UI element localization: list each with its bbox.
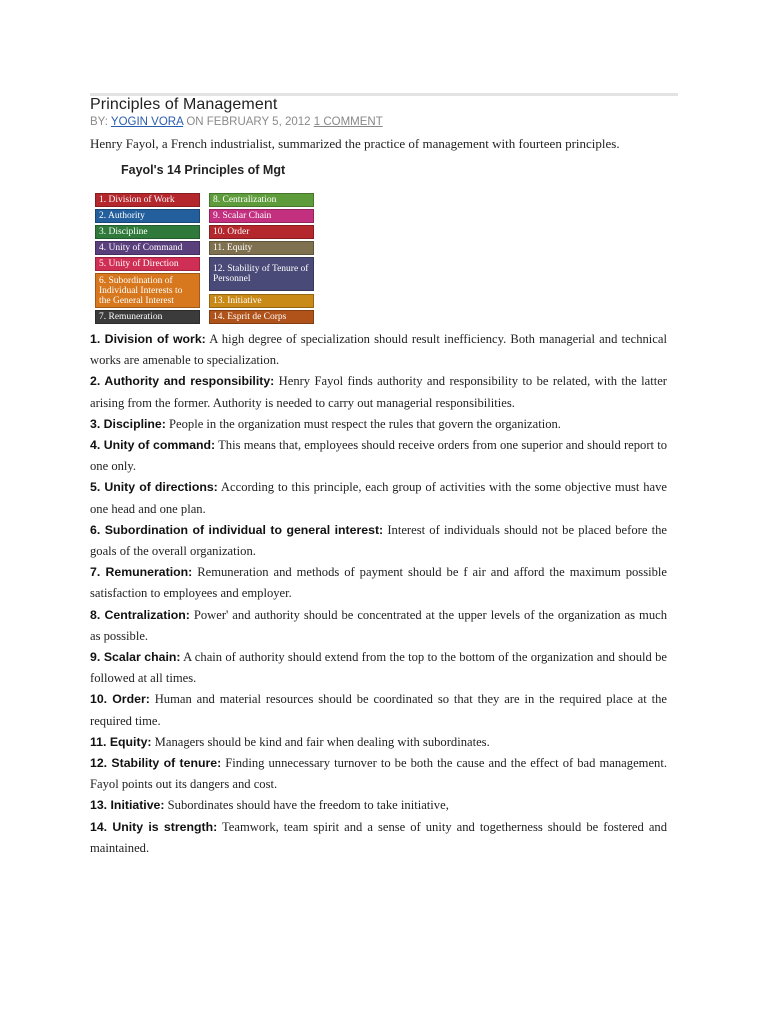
- principle-text: According to this principle, each group of activities with the some objective must have one head and one plan.: [90, 480, 667, 516]
- principle-item-3: [90, 414, 667, 435]
- infographic-box-8: 8. Centralization: [209, 193, 314, 207]
- principle-text: Henry Fayol finds authority and responsibility to be related, with the latter arising from the former. Authority is needed to carry out managerial responsibilities.: [90, 374, 667, 410]
- principle-text: Remuneration and methods of payment should be f air and afford the maximum possible satisfaction to employees and employer.: [90, 565, 667, 601]
- comments-link[interactable]: 1 COMMENT: [313, 116, 383, 128]
- infographic-box-3: 3. Discipline: [95, 225, 200, 239]
- principle-item-9: [90, 647, 667, 689]
- principle-text: Subordinates should have the freedom to take initiative,: [164, 798, 449, 813]
- principle-item-2: [90, 371, 667, 413]
- principle-item-14: [90, 817, 667, 859]
- infographic-title: Fayol's 14 Principles of Mgt: [121, 163, 286, 177]
- principle-text: Interest of individuals should not be placed before the goals of the overall organization.: [90, 522, 667, 559]
- principle-text: Managers should be kind and fair when dealing with subordinates.: [151, 734, 490, 749]
- principle-term: 5. Unity of directions:: [90, 480, 218, 495]
- intro-paragraph: Henry Fayol, a French industrialist, summarized the practice of management with fourteen principles.: [90, 136, 620, 151]
- principle-term: 8. Centralization:: [90, 607, 190, 622]
- principle-term: 14. Unity is strength:: [90, 819, 218, 834]
- principle-term: 9. Scalar chain:: [90, 650, 181, 665]
- infographic-box-2: 2. Authority: [95, 209, 200, 223]
- infographic-box-13: 13. Initiative: [209, 294, 314, 308]
- principle-text: Teamwork, team spirit and a sense of unity and togetherness should be fostered and maintained.: [90, 819, 667, 855]
- infographic-box-12: 12. Stability of Tenure of Personnel: [209, 257, 314, 291]
- principle-item-12: [90, 753, 667, 795]
- byline: [90, 116, 383, 128]
- principle-text: A high degree of specialization should result inefficiency. Both managerial and technical works are amenable to specialization.: [90, 332, 667, 368]
- principle-term: 3. Discipline:: [90, 416, 166, 431]
- principle-term: 7. Remuneration:: [90, 565, 193, 580]
- principle-item-5: [90, 477, 667, 519]
- principle-text: Human and material resources should be coordinated so that they are in the required place at the required time.: [90, 692, 668, 728]
- principle-item-7: [90, 562, 667, 604]
- principle-text: This means that, employees should receive orders from one superior and should report to one only.: [90, 438, 668, 474]
- principle-item-13: [90, 795, 667, 816]
- infographic-box-10: 10. Order: [209, 225, 314, 239]
- infographic-box-7: 7. Remuneration: [95, 310, 200, 324]
- principle-term: 2. Authority and responsibility:: [90, 374, 275, 389]
- infographic-box-4: 4. Unity of Command: [95, 241, 200, 255]
- infographic-box-14: 14. Esprit de Corps: [209, 310, 314, 324]
- principle-item-11: [90, 732, 667, 753]
- principle-term: 1. Division of work:: [90, 332, 206, 346]
- fayol-principles-infographic: [93, 162, 318, 328]
- principles-list: [90, 329, 667, 859]
- byline-by: BY:: [90, 116, 108, 128]
- principle-item-4: [90, 435, 667, 477]
- principle-term: 4. Unity of command:: [90, 438, 216, 453]
- principle-item-8: [90, 605, 667, 647]
- principle-text: Finding unnecessary turnover to be both the cause and the effect of bad management. Fayol points out its dangers and cost.: [90, 756, 667, 792]
- principle-term: 11. Equity:: [90, 734, 152, 749]
- principle-term: 12. Stability of tenure:: [90, 756, 222, 771]
- infographic-box-1: 1. Division of Work: [95, 193, 200, 207]
- infographic-box-9: 9. Scalar Chain: [209, 209, 314, 223]
- article-title: Principles of Management: [90, 96, 278, 113]
- infographic-box-6: 6. Subordination of Individual Interests to the General Interest: [95, 273, 200, 308]
- infographic-box-5: 5. Unity of Direction: [95, 257, 200, 271]
- byline-date: ON FEBRUARY 5, 2012: [186, 116, 311, 128]
- principle-term: 10. Order:: [90, 692, 150, 707]
- principle-item-6: [90, 520, 667, 562]
- principle-term: 6. Subordination of individual to general interest:: [90, 522, 384, 537]
- principle-text: People in the organization must respect the rules that govern the organization.: [165, 416, 561, 431]
- principle-term: 13. Initiative:: [90, 798, 165, 813]
- author-link[interactable]: YOGIN VORA: [110, 116, 184, 128]
- principle-item-1: [90, 329, 667, 371]
- principle-text: Power' and authority should be concentrated at the upper levels of the organization as much as possible.: [90, 607, 667, 643]
- principle-text: A chain of authority should extend from the top to the bottom of the organization and should be followed at all times.: [90, 650, 667, 686]
- principle-item-10: [90, 689, 667, 731]
- infographic-box-11: 11. Equity: [209, 241, 314, 255]
